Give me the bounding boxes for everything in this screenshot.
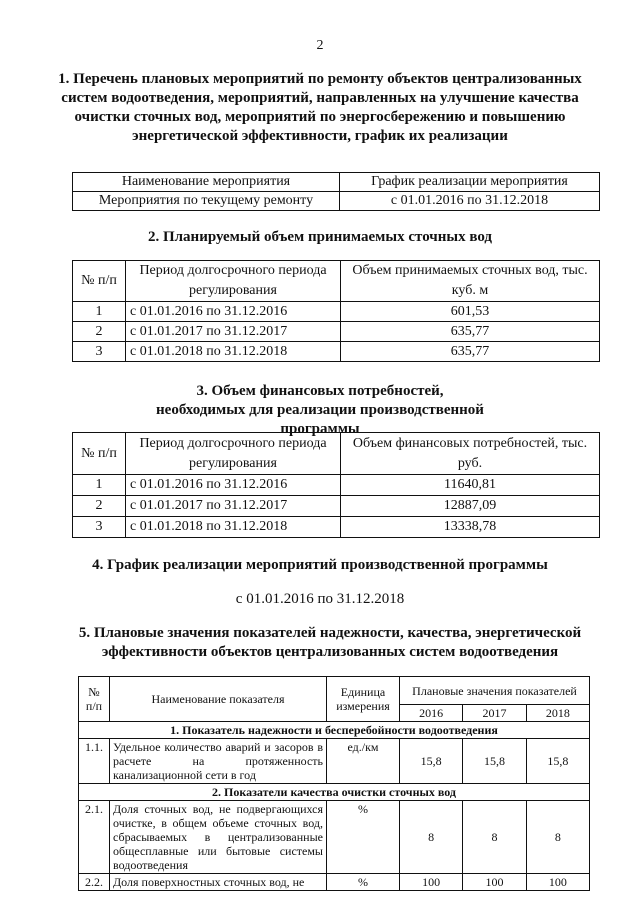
t5-cell-2018: 100: [526, 874, 589, 891]
section-5-title: 5. Плановые значения показателей надежности, качества, энергетической эффективности объектов централизованных систем водоотведения: [78, 625, 582, 660]
t3-header-num: № п/п: [73, 433, 126, 475]
table-row: [73, 342, 600, 362]
t5-year-2016: 2016: [400, 705, 463, 722]
t3-cell-num: 3: [73, 517, 126, 538]
table-row: [73, 475, 600, 496]
t3-header-finance: Объем финансовых потребностей, тыс. руб.: [341, 433, 600, 475]
section-4-title: 4. График реализации мероприятий производственной программы: [92, 557, 548, 573]
table-row: [73, 496, 600, 517]
t5-cell-name: Доля поверхностных сточных вод, не: [110, 874, 327, 891]
t5-header-num: № п/п: [79, 677, 110, 722]
t1-header-schedule: График реализации мероприятия: [340, 173, 600, 192]
section-2-title: 2. Планируемый объем принимаемых сточных вод: [147, 229, 493, 245]
t5-header-unit: Единица измерения: [327, 677, 400, 722]
table-row: [73, 302, 600, 322]
t5-section-2: 2. Показатели качества очистки сточных вод: [79, 784, 590, 801]
t3-cell-period: с 01.01.2017 по 31.12.2017: [126, 496, 341, 517]
t5-cell-unit: ед./км: [327, 739, 400, 784]
t2-cell-volume: 635,77: [341, 322, 600, 342]
t5-cell-name: Удельное количество аварий и засоров в расчете на протяженность канализационной сети в год: [110, 739, 327, 784]
section-4-period: с 01.01.2016 по 31.12.2018: [235, 591, 405, 607]
t2-cell-volume: 601,53: [341, 302, 600, 322]
t5-cell-2017: 8: [463, 801, 526, 874]
t1-cell-schedule: с 01.01.2016 по 31.12.2018: [340, 192, 600, 211]
t2-header-period: Период долгосрочного периода регулирования: [126, 261, 341, 302]
t5-cell-2018: 15,8: [526, 739, 589, 784]
t3-cell-num: 1: [73, 475, 126, 496]
t2-cell-num: 3: [73, 342, 126, 362]
t1-header-name: Наименование мероприятия: [73, 173, 340, 192]
table-row: [73, 517, 600, 538]
t5-cell-unit: %: [327, 874, 400, 891]
t5-header-plan: Плановые значения показателей: [400, 677, 590, 705]
t3-cell-period: с 01.01.2016 по 31.12.2016: [126, 475, 341, 496]
t5-cell-2016: 15,8: [400, 739, 463, 784]
t3-cell-finance: 13338,78: [341, 517, 600, 538]
page-number: 2: [316, 38, 324, 53]
t2-cell-num: 2: [73, 322, 126, 342]
t2-cell-period: с 01.01.2017 по 31.12.2017: [126, 322, 341, 342]
t3-cell-finance: 12887,09: [341, 496, 600, 517]
table-row: [79, 874, 590, 891]
t2-header-num: № п/п: [73, 261, 126, 302]
t5-section-1: 1. Показатель надежности и бесперебойности водоотведения: [79, 722, 590, 739]
t2-header-volume: Объем принимаемых сточных вод, тыс. куб. м: [341, 261, 600, 302]
t3-cell-period: с 01.01.2018 по 31.12.2018: [126, 517, 341, 538]
t5-cell-num: 2.2.: [79, 874, 110, 891]
t1-cell-name: Мероприятия по текущему ремонту: [73, 192, 340, 211]
section-1-title: 1. Перечень плановых мероприятий по ремонту объектов централизованных систем водоотведения, мероприятий, направленных на улучшение качества очистки сточных вод, мероприятий по энергосбережению и повышению энергетической эффективности, график их реализации: [58, 71, 582, 144]
t5-cell-num: 1.1.: [79, 739, 110, 784]
t3-header-period: Период долгосрочного периода регулирования: [126, 433, 341, 475]
t5-year-2018: 2018: [526, 705, 589, 722]
t5-cell-2016: 100: [400, 874, 463, 891]
table-row: [73, 322, 600, 342]
t2-cell-num: 1: [73, 302, 126, 322]
table-5: [78, 676, 590, 891]
table-3: [72, 432, 600, 538]
section-3-title: 3. Объем финансовых потребностей, необходимых для реализации производственной программы: [156, 383, 484, 437]
t2-cell-period: с 01.01.2016 по 31.12.2016: [126, 302, 341, 322]
t5-year-2017: 2017: [463, 705, 526, 722]
t5-cell-num: 2.1.: [79, 801, 110, 874]
t5-cell-unit: %: [327, 801, 400, 874]
t5-cell-2017: 15,8: [463, 739, 526, 784]
table-row: [79, 801, 590, 874]
t5-header-name: Наименование показателя: [110, 677, 327, 722]
t5-cell-2017: 100: [463, 874, 526, 891]
table-row: [79, 739, 590, 784]
t2-cell-period: с 01.01.2018 по 31.12.2018: [126, 342, 341, 362]
table-2: [72, 260, 600, 362]
t2-cell-volume: 635,77: [341, 342, 600, 362]
t5-cell-2018: 8: [526, 801, 589, 874]
t3-cell-finance: 11640,81: [341, 475, 600, 496]
table-1: [72, 172, 600, 211]
t5-cell-2016: 8: [400, 801, 463, 874]
t5-cell-name: Доля сточных вод, не подвергающихся очистке, в общем объеме сточных вод, сбрасываемых в централизованные общесплавные или бытовые системы водоотведения: [110, 801, 327, 874]
t3-cell-num: 2: [73, 496, 126, 517]
